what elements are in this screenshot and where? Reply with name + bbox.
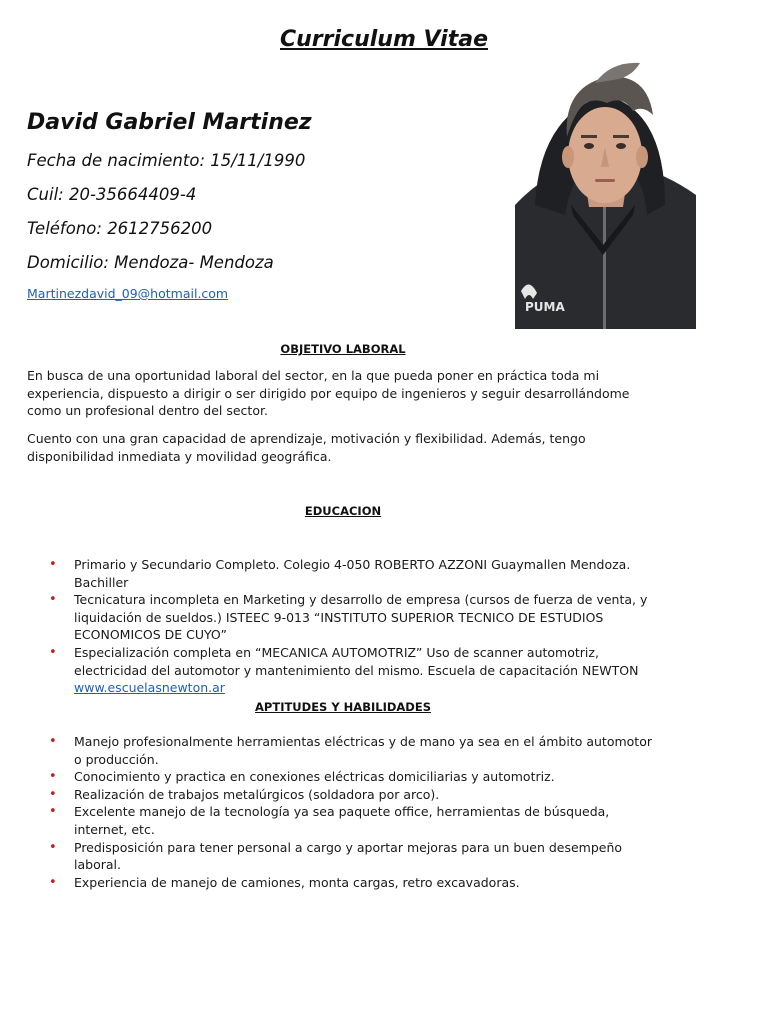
list-item xyxy=(0,803,700,838)
education-list xyxy=(0,556,700,697)
list-item xyxy=(0,874,700,892)
bullet-icon: • xyxy=(49,839,57,855)
bullet-icon: • xyxy=(49,734,57,749)
list-item xyxy=(0,556,700,591)
objective-paragraph-1: En busca de una oportunidad laboral del sector, en la que pueda poner en práctica toda mi experiencia, dispuesto a dirigir o ser dirigido por equipo de ingenieros y seguir desarrollándome como un profesional dentro del sector. xyxy=(27,368,630,419)
objective-heading: OBJETIVO LABORAL xyxy=(280,342,406,356)
list-item xyxy=(0,733,700,768)
list-item xyxy=(0,768,700,786)
bullet-icon: • xyxy=(49,557,57,572)
list-item xyxy=(0,786,700,804)
cuil: Cuil: 20-35664409-4 xyxy=(27,185,197,204)
bullet-icon: • xyxy=(49,786,57,802)
bullet-icon: • xyxy=(49,874,57,890)
education-item-text: Especialización completa en “MECANICA AUTOMOTRIZ” Uso de scanner automotriz, electricidad del automotor y mantenimiento del mismo. Escuela de capacitación NEWTON xyxy=(74,644,639,678)
bullet-icon: • xyxy=(49,592,57,608)
birth-date: Fecha de nacimiento: 15/11/1990 xyxy=(27,151,306,170)
skill-item-text: Conocimiento y practica en conexiones eléctricas domiciliarias y automotriz. xyxy=(74,769,555,785)
skills-list xyxy=(0,733,700,891)
bullet-icon: • xyxy=(49,644,57,660)
address: Domicilio: Mendoza- Mendoza xyxy=(27,253,274,272)
skill-item-text: Excelente manejo de la tecnología ya sea paquete office, herramientas de búsqueda, internet, etc. xyxy=(74,804,610,837)
skill-item-text: Manejo profesionalmente herramientas eléctricas y de mano ya sea en el ámbito automotor o producción. xyxy=(74,734,652,767)
profile-photo xyxy=(515,55,696,329)
list-item xyxy=(0,644,700,697)
phone: Teléfono: 2612756200 xyxy=(27,219,213,238)
objective-paragraph-2: Cuento con una gran capacidad de aprendizaje, motivación y flexibilidad. Además, tengo disponibilidad inmediata y movilidad geográfica. xyxy=(27,431,586,464)
doc-title: Curriculum Vitae xyxy=(279,27,488,52)
skills-heading: APTITUDES Y HABILIDADES xyxy=(255,700,431,714)
skill-item-text: Predisposición para tener personal a cargo y aportar mejoras para un buen desempeño laboral. xyxy=(74,839,623,873)
education-item-text: Primario y Secundario Completo. Colegio 4-050 ROBERTO AZZONI Guaymallen Mendoza. Bachiller xyxy=(74,557,631,590)
school-website-link[interactable]: www.escuelasnewton.ar xyxy=(74,680,225,696)
list-item xyxy=(0,839,700,874)
svg-text:PUMA: PUMA xyxy=(525,300,565,314)
education-item-text: Tecnicatura incompleta en Marketing y desarrollo de empresa (cursos de fuerza de venta, y liquidación de sueldos.) ISTEEC 9-013 “INSTITUTO SUPERIOR TECNICO DE ESTUDIOS ECONOMICOS DE CUYO” xyxy=(74,592,648,643)
skill-item-text: Experiencia de manejo de camiones, monta cargas, retro excavadoras. xyxy=(74,874,520,890)
bullet-icon: • xyxy=(49,769,57,785)
list-item xyxy=(0,591,700,644)
skill-item-text: Realización de trabajos metalúrgicos (soldadora por arco). xyxy=(74,786,440,802)
email-link[interactable]: Martinezdavid_09@hotmail.com xyxy=(27,286,229,301)
person-name: David Gabriel Martinez xyxy=(27,110,312,135)
bullet-icon: • xyxy=(49,804,57,820)
education-heading: EDUCACION xyxy=(304,504,382,518)
